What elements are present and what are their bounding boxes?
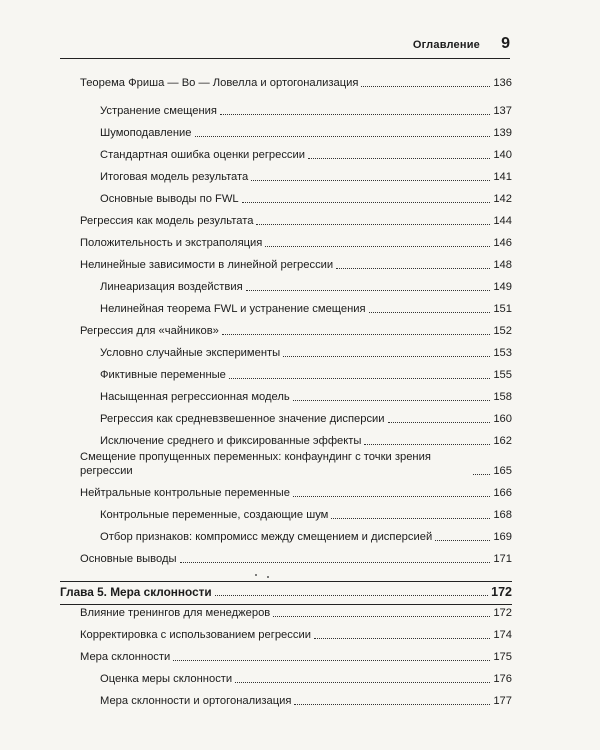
toc-entry [60,170,512,184]
toc-entry [60,486,512,500]
toc-entry [60,530,512,544]
print-speck [255,574,257,576]
dot-leader [388,422,491,423]
dot-leader [314,638,490,639]
toc-entry-label: Глава 5. Мера склонности [60,585,212,599]
toc-entry-page: 160 [493,413,512,425]
toc-entry-page: 155 [493,369,512,381]
toc-entry [60,650,512,664]
toc-entry-label: Нелинейная теорема FWL и устранение смещения [100,303,366,315]
dot-leader [173,660,490,661]
toc-entry [60,434,512,448]
toc-entry [60,672,512,686]
toc-entry [60,368,512,382]
toc-entry-label: Шумоподавление [100,127,192,139]
dot-leader [273,616,490,617]
dot-leader [331,518,490,519]
toc-entry-label: Основные выводы [80,553,177,565]
toc-entry-page: 176 [493,673,512,685]
toc-entry-page: 174 [493,629,512,641]
toc-entry [60,552,512,566]
dot-leader [251,180,490,181]
toc-entry-page: 139 [493,127,512,139]
toc-entry-page: 165 [493,465,512,477]
toc-entry-label: Влияние тренингов для менеджеров [80,607,271,619]
dot-leader [246,290,491,291]
toc-entry-label: Контрольные переменные, создающие шум [100,509,329,521]
toc-entry-label: Основные выводы по FWL [100,193,239,205]
toc-entry-page: 151 [493,303,512,315]
toc-entry-label: Нелинейные зависимости в линейной регрессии [80,259,334,271]
toc-entry [60,302,512,316]
header-title: Оглавление [412,39,480,51]
toc-entry [60,346,512,360]
dot-leader [215,595,488,596]
toc-entry [60,258,512,272]
toc-entry-page: 148 [493,259,512,271]
toc-entry-page: 177 [493,695,512,707]
toc-entry [60,450,512,478]
print-speck [267,576,269,578]
toc-entry-page: 141 [493,171,512,183]
toc-entry-label: Регрессия для «чайников» [80,325,219,337]
toc-entry-page: 169 [493,531,512,543]
toc-entry-page: 149 [493,281,512,293]
toc-entry [60,236,512,250]
toc-entry-page: 146 [493,237,512,249]
dot-leader [293,400,491,401]
toc-entry [60,508,512,522]
toc-entry-label: Линеаризация воздействия [100,281,243,293]
toc-entry [60,606,512,620]
dot-leader [473,474,490,475]
toc-entry-label: Регрессия как модель результата [80,215,254,227]
dot-leader [361,86,490,87]
dot-leader [235,682,490,683]
toc-entry-page: 158 [493,391,512,403]
toc-entry-label: Условно случайные эксперименты [100,347,281,359]
toc-entry-page: 172 [491,585,512,599]
toc-entry-page: 168 [493,509,512,521]
toc-entry [60,214,512,228]
toc-entry-label: Нейтральные контрольные переменные [80,487,290,499]
toc-entry [60,104,512,118]
toc-chapter-entry [60,585,512,599]
toc-entry-page: 153 [493,347,512,359]
toc-entry-label: Мера склонности [80,651,171,663]
toc-entry [60,76,512,90]
toc-entry-label: Отбор признаков: компромисс между смещением и дисперсией [100,531,433,543]
toc-entry-page: 142 [493,193,512,205]
dot-leader [180,562,491,563]
dot-leader [229,378,490,379]
toc-entry-page: 140 [493,149,512,161]
dot-leader [435,540,490,541]
toc-entry-page: 166 [493,487,512,499]
toc-entry [60,628,512,642]
toc-entry-label: Итоговая модель результата [100,171,249,183]
toc-entry-label: Теорема Фриша — Во — Ловелла и ортогонализация [80,77,359,89]
toc-entry-label: Корректировка с использованием регрессии [80,629,311,641]
chapter-rule-bottom [60,604,512,605]
toc-entry [60,390,512,404]
dot-leader [294,704,490,705]
toc-entry-page: 162 [493,435,512,447]
dot-leader [283,356,490,357]
toc-entry [60,694,512,708]
toc-entry-page: 152 [493,325,512,337]
dot-leader [222,334,490,335]
toc-entry [60,126,512,140]
toc-entry-label: Устранение смещения [100,105,217,117]
toc-entry-page: 171 [493,553,512,565]
dot-leader [308,158,490,159]
toc-entry-label: Регрессия как средневзвешенное значение дисперсии [100,413,385,425]
toc-entry-label: Положительность и экстраполяция [80,237,263,249]
toc-entry-label: Фиктивные переменные [100,369,226,381]
header-page-number: 9 [501,35,510,52]
header-rule [60,58,510,59]
running-header [60,36,510,58]
dot-leader [293,496,490,497]
toc-entry [60,412,512,426]
dot-leader [369,312,491,313]
toc-entry [60,280,512,294]
dot-leader [242,202,491,203]
toc-entry-label: Исключение среднего и фиксированные эффекты [100,435,362,447]
chapter-rule-top [60,581,512,582]
toc-entry [60,192,512,206]
dot-leader [220,114,490,115]
toc-entry-label: Мера склонности и ортогонализация [100,695,292,707]
toc-entry-page: 136 [493,77,512,89]
dot-leader [265,246,490,247]
toc-entry-label: Стандартная ошибка оценки регрессии [100,149,306,161]
dot-leader [195,136,491,137]
toc-entry-label: Смещение пропущенных переменных: конфаундинг с точки зрения регрессии [80,451,431,477]
toc-entry-page: 144 [493,215,512,227]
dot-leader [364,444,490,445]
toc-entry-page: 137 [493,105,512,117]
toc-entry [60,148,512,162]
toc-entry-label: Оценка меры склонности [100,673,233,685]
toc-entry [60,324,512,338]
dot-leader [256,224,490,225]
toc-entry-page: 172 [493,607,512,619]
toc-entry-page: 175 [493,651,512,663]
toc-entry-label: Насыщенная регрессионная модель [100,391,290,403]
dot-leader [336,268,490,269]
